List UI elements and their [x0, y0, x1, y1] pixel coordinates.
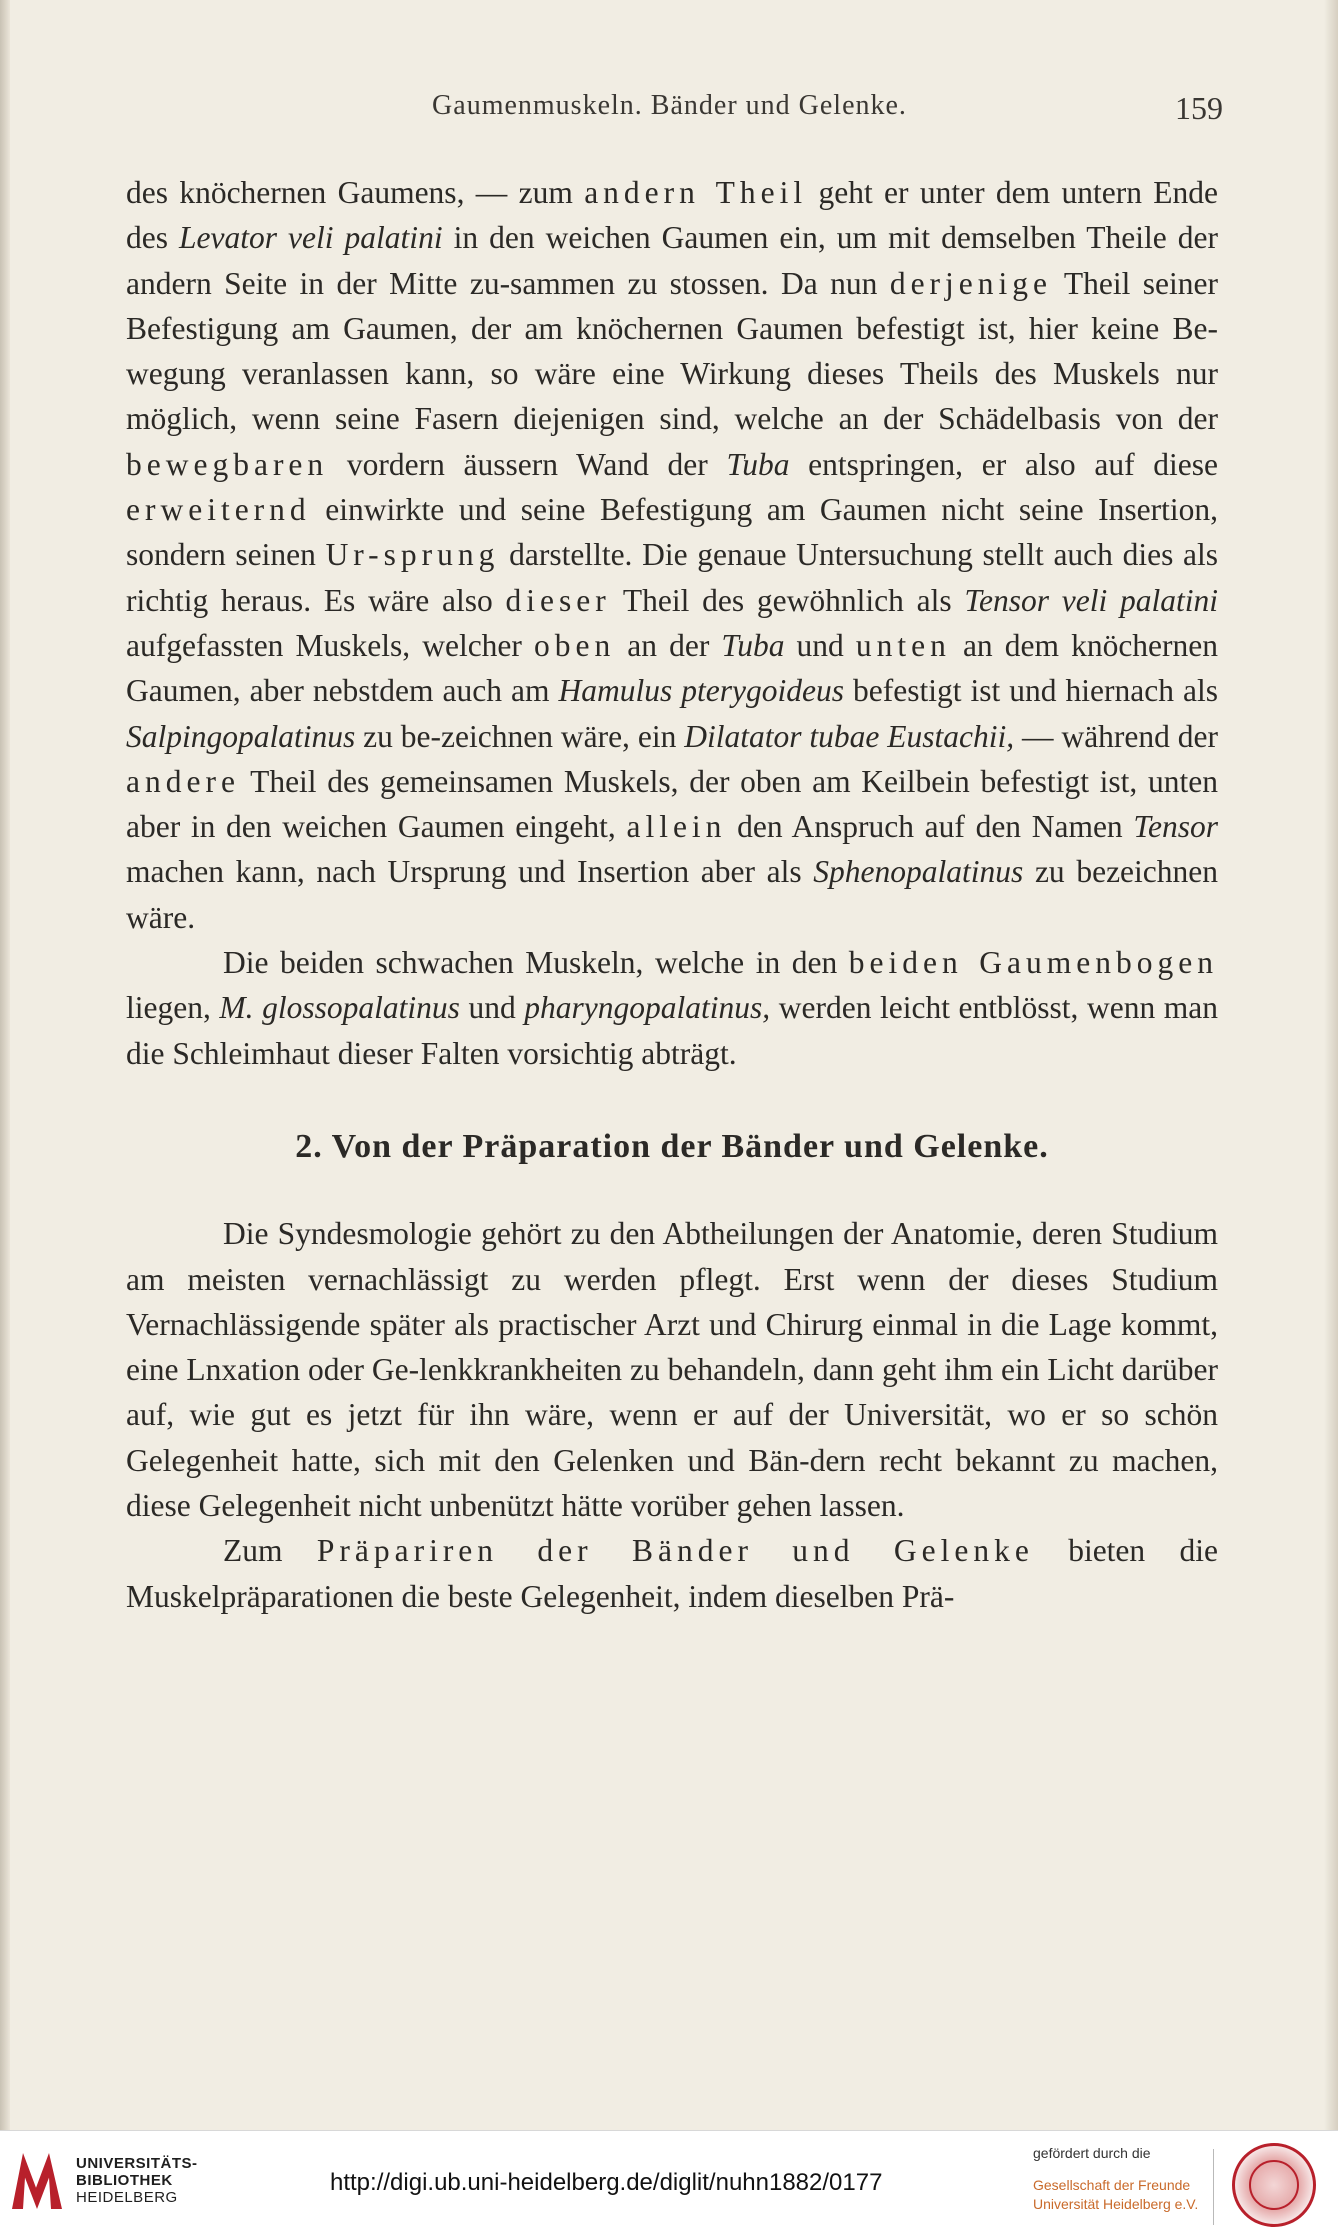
spaced-emphasis: unten [855, 627, 951, 663]
italic-term: M. glossopalatinus [219, 990, 460, 1026]
text-run: an dem knöchernen Gaumen, aber nebstdem auch am [126, 627, 1218, 709]
text-run: an der [615, 627, 722, 663]
text-run: Zum [223, 1533, 317, 1569]
permalink-url[interactable]: http://digi.ub.uni-heidelberg.de/diglit/nuhn1882/0177 [330, 2169, 883, 2196]
spaced-emphasis: andern Theil [584, 175, 808, 210]
text-run: Theil des gewöhnlich als [610, 582, 965, 618]
library-name [76, 2155, 198, 2206]
spaced-emphasis: derjenige [889, 265, 1052, 301]
italic-term: Dilatator tubae Eustachii, [684, 718, 1015, 754]
text-run: machen kann, nach Ursprung und Insertion aber als [126, 854, 814, 890]
italic-term: pharyngopalatinus, [524, 990, 771, 1026]
italic-term: Levator veli palatini [179, 220, 443, 256]
library-name-line: UNIVERSITÄTS- [76, 2155, 198, 2172]
italic-term: Hamulus pterygoideus [558, 673, 845, 709]
text-run: einwirkte und seine Befestigung am Gaumen nicht seine Insertion, sondern seinen [126, 492, 1218, 573]
spaced-emphasis: andere [126, 763, 240, 799]
italic-term: Tensor [1133, 809, 1218, 845]
text-run: Theil seiner Befestigung am Gaumen, der am knöchernen Gaumen befestigt ist, hier keine Be-wegung veranlassen kann, so wäre eine Wirkung dieses Theils des Muskels nur möglich, wenn seine Fasern diejenigen sind, welche an der Schädelbasis von der [126, 265, 1218, 437]
paragraph-praeparieren [126, 1528, 1218, 1619]
seal-inner-ring [1249, 2160, 1299, 2210]
sponsor-label: gefördert durch die [1033, 2145, 1151, 2161]
text-run: bieten die Muskelpräparationen die beste Gelegenheit, indem dieselben Prä- [126, 1533, 1219, 1614]
sponsor-name-line: Universität Heidelberg e.V. [1033, 2196, 1199, 2212]
italic-term: Tensor veli palatini [964, 582, 1218, 618]
italic-term: Sphenopalatinus [813, 854, 1024, 890]
university-library-logo-icon[interactable] [12, 2153, 62, 2209]
university-seal-icon[interactable] [1232, 2143, 1316, 2227]
running-title: Gaumenmuskeln. Bänder und Gelenke. [432, 90, 907, 121]
spaced-emphasis: dieser [505, 582, 611, 618]
text-run: in den weichen Gaumen ein, um mit demselben Theile der andern Seite in der Mitte zu-sammen zu stossen. Da nun [126, 220, 1218, 301]
paragraph-syndesmologie: Die Syndesmologie gehört zu den Abtheilungen der Anatomie, deren Studium am meisten vernachlässigt zu werden pflegt. Erst wenn der dieses Studium Vernachlässigende später als practischer Arzt und Chirurg einmal in die Lage kommt, eine Lnxation oder Ge-lenkkrankheiten zu behandeln, dann geht ihm ein Licht darüber auf, wie gut es jetzt für ihn wäre, wenn er auf der Universität, wo er so schön Gelegenheit hatte, sich mit den Gelenken und Bän-dern recht bekannt zu machen, diese Gelegenheit nicht unbenützt hätte vorüber gehen lassen. [126, 1216, 1218, 1524]
spaced-emphasis: Präpariren der Bänder und Gelenke [316, 1533, 1034, 1569]
text-run: und [459, 990, 525, 1026]
italic-term: Tuba [726, 446, 790, 482]
section-heading: 2. Von der Präparation der Bänder und Gelenke. [295, 1127, 1049, 1165]
page-number: 159 [1175, 90, 1223, 126]
digitization-footer [0, 2130, 1338, 2238]
text-run: zu be-zeichnen wäre, ein [355, 718, 685, 754]
text-run: Die beiden schwachen Muskeln, welche in den [223, 945, 849, 981]
text-run: geht er unter dem untern Ende des [126, 175, 1219, 256]
italic-term: Salpingopalatinus [126, 718, 356, 754]
library-name-line: BIBLIOTHEK [76, 2172, 173, 2189]
spaced-emphasis: beiden Gaumenbogen [848, 945, 1218, 981]
text-run: liegen, [126, 990, 220, 1026]
text-run: befestigt ist und hiernach als [844, 673, 1218, 709]
spaced-emphasis: allein [626, 809, 727, 845]
footer-divider [1213, 2149, 1214, 2225]
text-run: aufgefassten Muskels, welcher [126, 627, 534, 663]
page-right-edge [1324, 0, 1338, 2130]
spaced-emphasis: Ur-sprung [325, 537, 500, 573]
text-run: und [784, 627, 856, 663]
sponsor-name [1033, 2176, 1198, 2214]
spaced-emphasis: oben [533, 627, 616, 663]
page-left-edge [0, 0, 10, 2130]
text-run: des knöchernen Gaumens, — zum [126, 175, 585, 210]
body-text [126, 170, 1218, 1619]
text-run: — während der [1014, 718, 1219, 754]
sponsor-name-line: Gesellschaft der Freunde [1033, 2177, 1191, 2193]
text-run: werden leicht entblösst, wenn man die Schleimhaut dieser Falten vorsichtig abträgt. [126, 990, 1219, 1071]
italic-term: Tuba [721, 627, 785, 663]
text-run: den Anspruch auf den Namen [726, 809, 1134, 845]
paragraph-gaumenbogen [126, 940, 1218, 1076]
text-run: Theil des gemeinsamen Muskels, der oben am Keilbein befestigt ist, unten aber in den weichen Gaumen eingeht, [126, 763, 1218, 845]
spaced-emphasis: erweiternd [126, 492, 311, 528]
text-run: darstellte. Die genaue Untersuchung stellt auch dies als richtig heraus. Es wäre also [126, 537, 1218, 618]
text-run: zu bezeichnen wäre. [126, 854, 1219, 935]
text-run: entspringen, er also auf diese [789, 446, 1218, 482]
library-name-line: HEIDELBERG [76, 2189, 178, 2206]
text-run: vordern äussern Wand der [328, 446, 727, 482]
paragraph-tensor-veli [126, 170, 1218, 940]
running-head [116, 90, 1223, 140]
spaced-emphasis: bewegbaren [126, 446, 329, 482]
